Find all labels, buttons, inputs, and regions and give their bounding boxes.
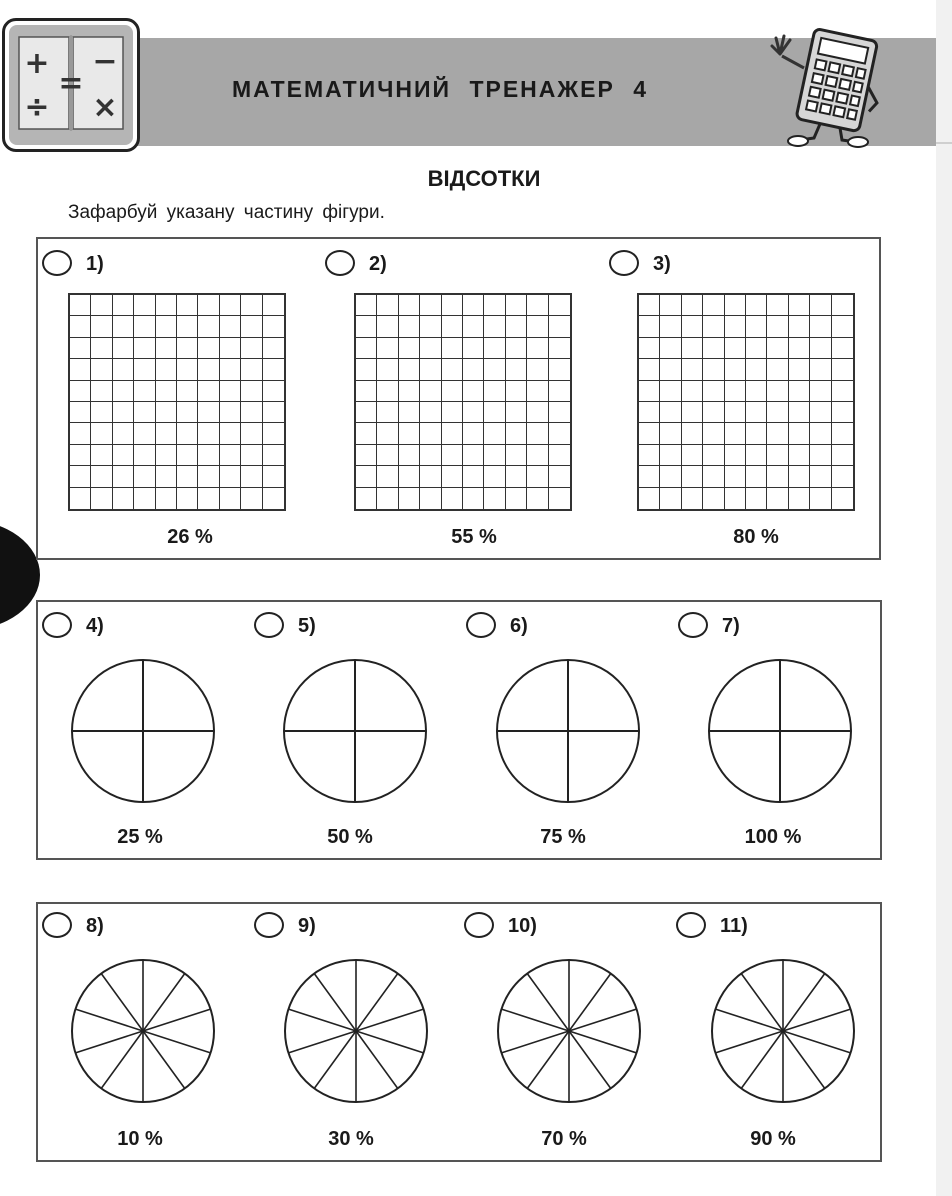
exercise-number: 7) — [722, 615, 740, 637]
exercise-number: 8) — [86, 915, 104, 937]
dark-corner-shape — [0, 520, 40, 630]
exercise-number: 10) — [508, 915, 537, 937]
answer-radio-8[interactable] — [42, 912, 72, 938]
exercise-number: 4) — [86, 615, 104, 637]
percent-label: 50 % — [327, 826, 373, 848]
exercise-number: 3) — [653, 253, 671, 275]
quarter-circle[interactable] — [705, 656, 855, 806]
tenth-circle[interactable] — [68, 956, 218, 1106]
exercise-number: 5) — [298, 615, 316, 637]
quarter-circle[interactable] — [280, 656, 430, 806]
answer-radio-5[interactable] — [254, 612, 284, 638]
percent-label: 75 % — [540, 826, 586, 848]
answer-radio-7[interactable] — [678, 612, 708, 638]
tenth-circle[interactable] — [494, 956, 644, 1106]
plus-symbol: + — [24, 46, 50, 81]
percent-label: 70 % — [541, 1128, 587, 1150]
section-title: ВІДСОТКИ — [427, 166, 541, 191]
exercise-number: 1) — [86, 253, 104, 275]
answer-radio-6[interactable] — [466, 612, 496, 638]
percent-label: 55 % — [451, 526, 497, 548]
exercise-number: 6) — [510, 615, 528, 637]
percent-label: 25 % — [117, 826, 163, 848]
exercise-number: 2) — [369, 253, 387, 275]
tenth-circle[interactable] — [281, 956, 431, 1106]
answer-radio-2[interactable] — [325, 250, 355, 276]
exercise-number: 11) — [720, 915, 748, 937]
hundred-grid[interactable] — [68, 293, 286, 511]
minus-symbol: − — [92, 44, 118, 79]
hundred-grid[interactable] — [354, 293, 572, 511]
percent-label: 80 % — [733, 526, 779, 548]
equals-symbol: = — [58, 66, 84, 101]
calculator-mascot-icon — [770, 24, 886, 148]
answer-radio-1[interactable] — [42, 250, 72, 276]
times-symbol: × — [92, 90, 118, 125]
exercise-number: 9) — [298, 915, 316, 937]
tenth-circle[interactable] — [708, 956, 858, 1106]
percent-label: 30 % — [328, 1128, 374, 1150]
answer-radio-9[interactable] — [254, 912, 284, 938]
percent-label: 26 % — [167, 526, 213, 548]
percent-label: 10 % — [117, 1128, 163, 1150]
hundred-grid[interactable] — [637, 293, 855, 511]
answer-radio-11[interactable] — [676, 912, 706, 938]
answer-radio-3[interactable] — [609, 250, 639, 276]
quarter-circle[interactable] — [68, 656, 218, 806]
edge-divider — [936, 142, 952, 144]
answer-radio-10[interactable] — [464, 912, 494, 938]
math-book-logo-icon — [9, 25, 133, 145]
percent-label: 100 % — [744, 826, 802, 848]
percent-label: 90 % — [750, 1128, 796, 1150]
quarter-circle[interactable] — [493, 656, 643, 806]
answer-radio-4[interactable] — [42, 612, 72, 638]
page-title: МАТЕМАТИЧНИЙ ТРЕНАЖЕР 4 — [232, 76, 649, 102]
divide-symbol: ÷ — [24, 90, 50, 125]
instruction-text: Зафарбуй указану частину фігури. — [68, 202, 385, 223]
